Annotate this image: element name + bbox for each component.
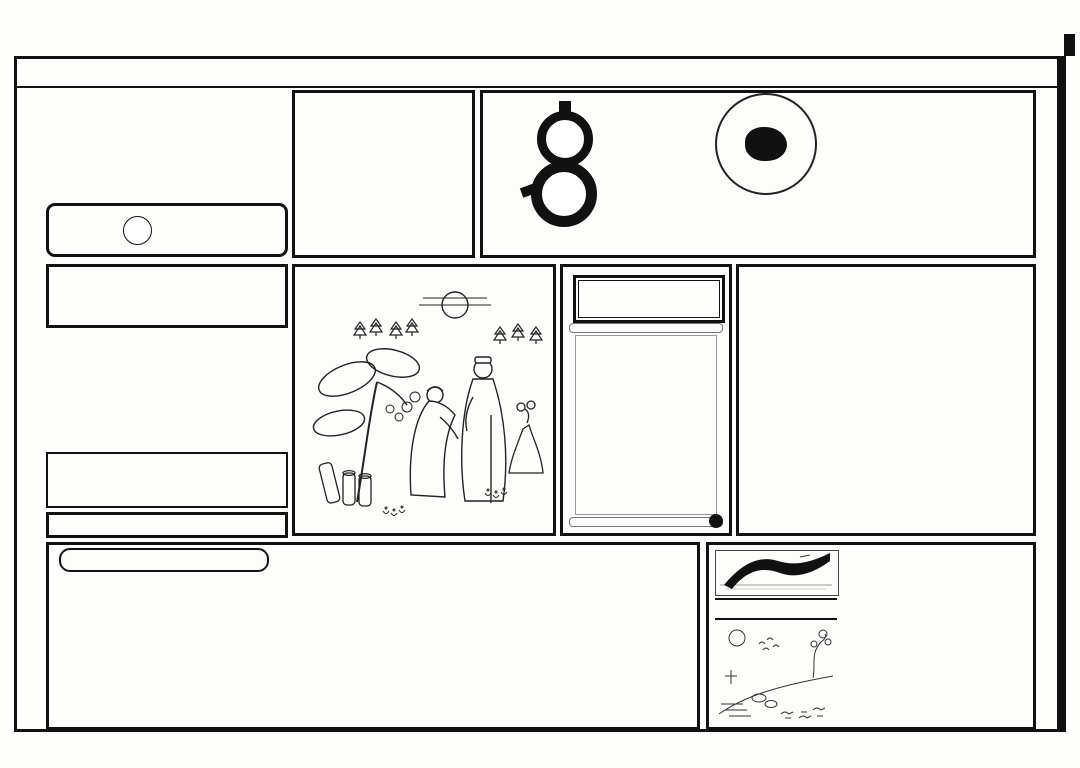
article-small-numbers — [739, 267, 885, 533]
scroll-knob — [709, 514, 723, 528]
bird-picture — [715, 550, 839, 596]
scroll-top-roller — [569, 323, 723, 333]
corner-mark — [1064, 34, 1075, 56]
marksix-logo-strip-left — [16, 88, 41, 728]
scroll-body — [575, 335, 717, 515]
article-body — [893, 301, 1031, 523]
special-open-title — [46, 264, 288, 328]
sages-illustration — [295, 267, 553, 533]
masthead — [480, 90, 1036, 258]
test-numbers-box — [46, 203, 288, 257]
explainer-illustrations — [715, 550, 839, 722]
masthead-calligraphy — [601, 99, 1009, 255]
treasure-map-box — [560, 264, 732, 536]
article-even-numbers — [889, 267, 1035, 533]
draw-results-title — [59, 548, 269, 572]
special-number-ball — [123, 216, 152, 245]
articles-box — [736, 264, 1036, 536]
riddle-drawing — [715, 622, 837, 722]
special-open-numbers — [46, 452, 288, 508]
ball-34 — [537, 111, 593, 167]
ball-37 — [531, 161, 597, 227]
explainer-title — [715, 598, 837, 620]
bonus-phrase — [46, 512, 288, 538]
treasure-title — [573, 275, 725, 323]
article-body — [743, 301, 881, 523]
hot-weak-table — [46, 92, 288, 198]
scroll-bottom-roller — [569, 517, 723, 527]
center-illustration — [292, 264, 556, 536]
lucky-tips-box — [292, 90, 475, 258]
special-open-cells — [46, 328, 288, 448]
explainer-text — [847, 553, 1031, 721]
marksix-logo-strip-top — [17, 59, 1057, 88]
picture-explainer-box — [706, 542, 1036, 730]
draw-results-box — [46, 542, 700, 730]
masthead-eight-figure — [527, 99, 605, 255]
